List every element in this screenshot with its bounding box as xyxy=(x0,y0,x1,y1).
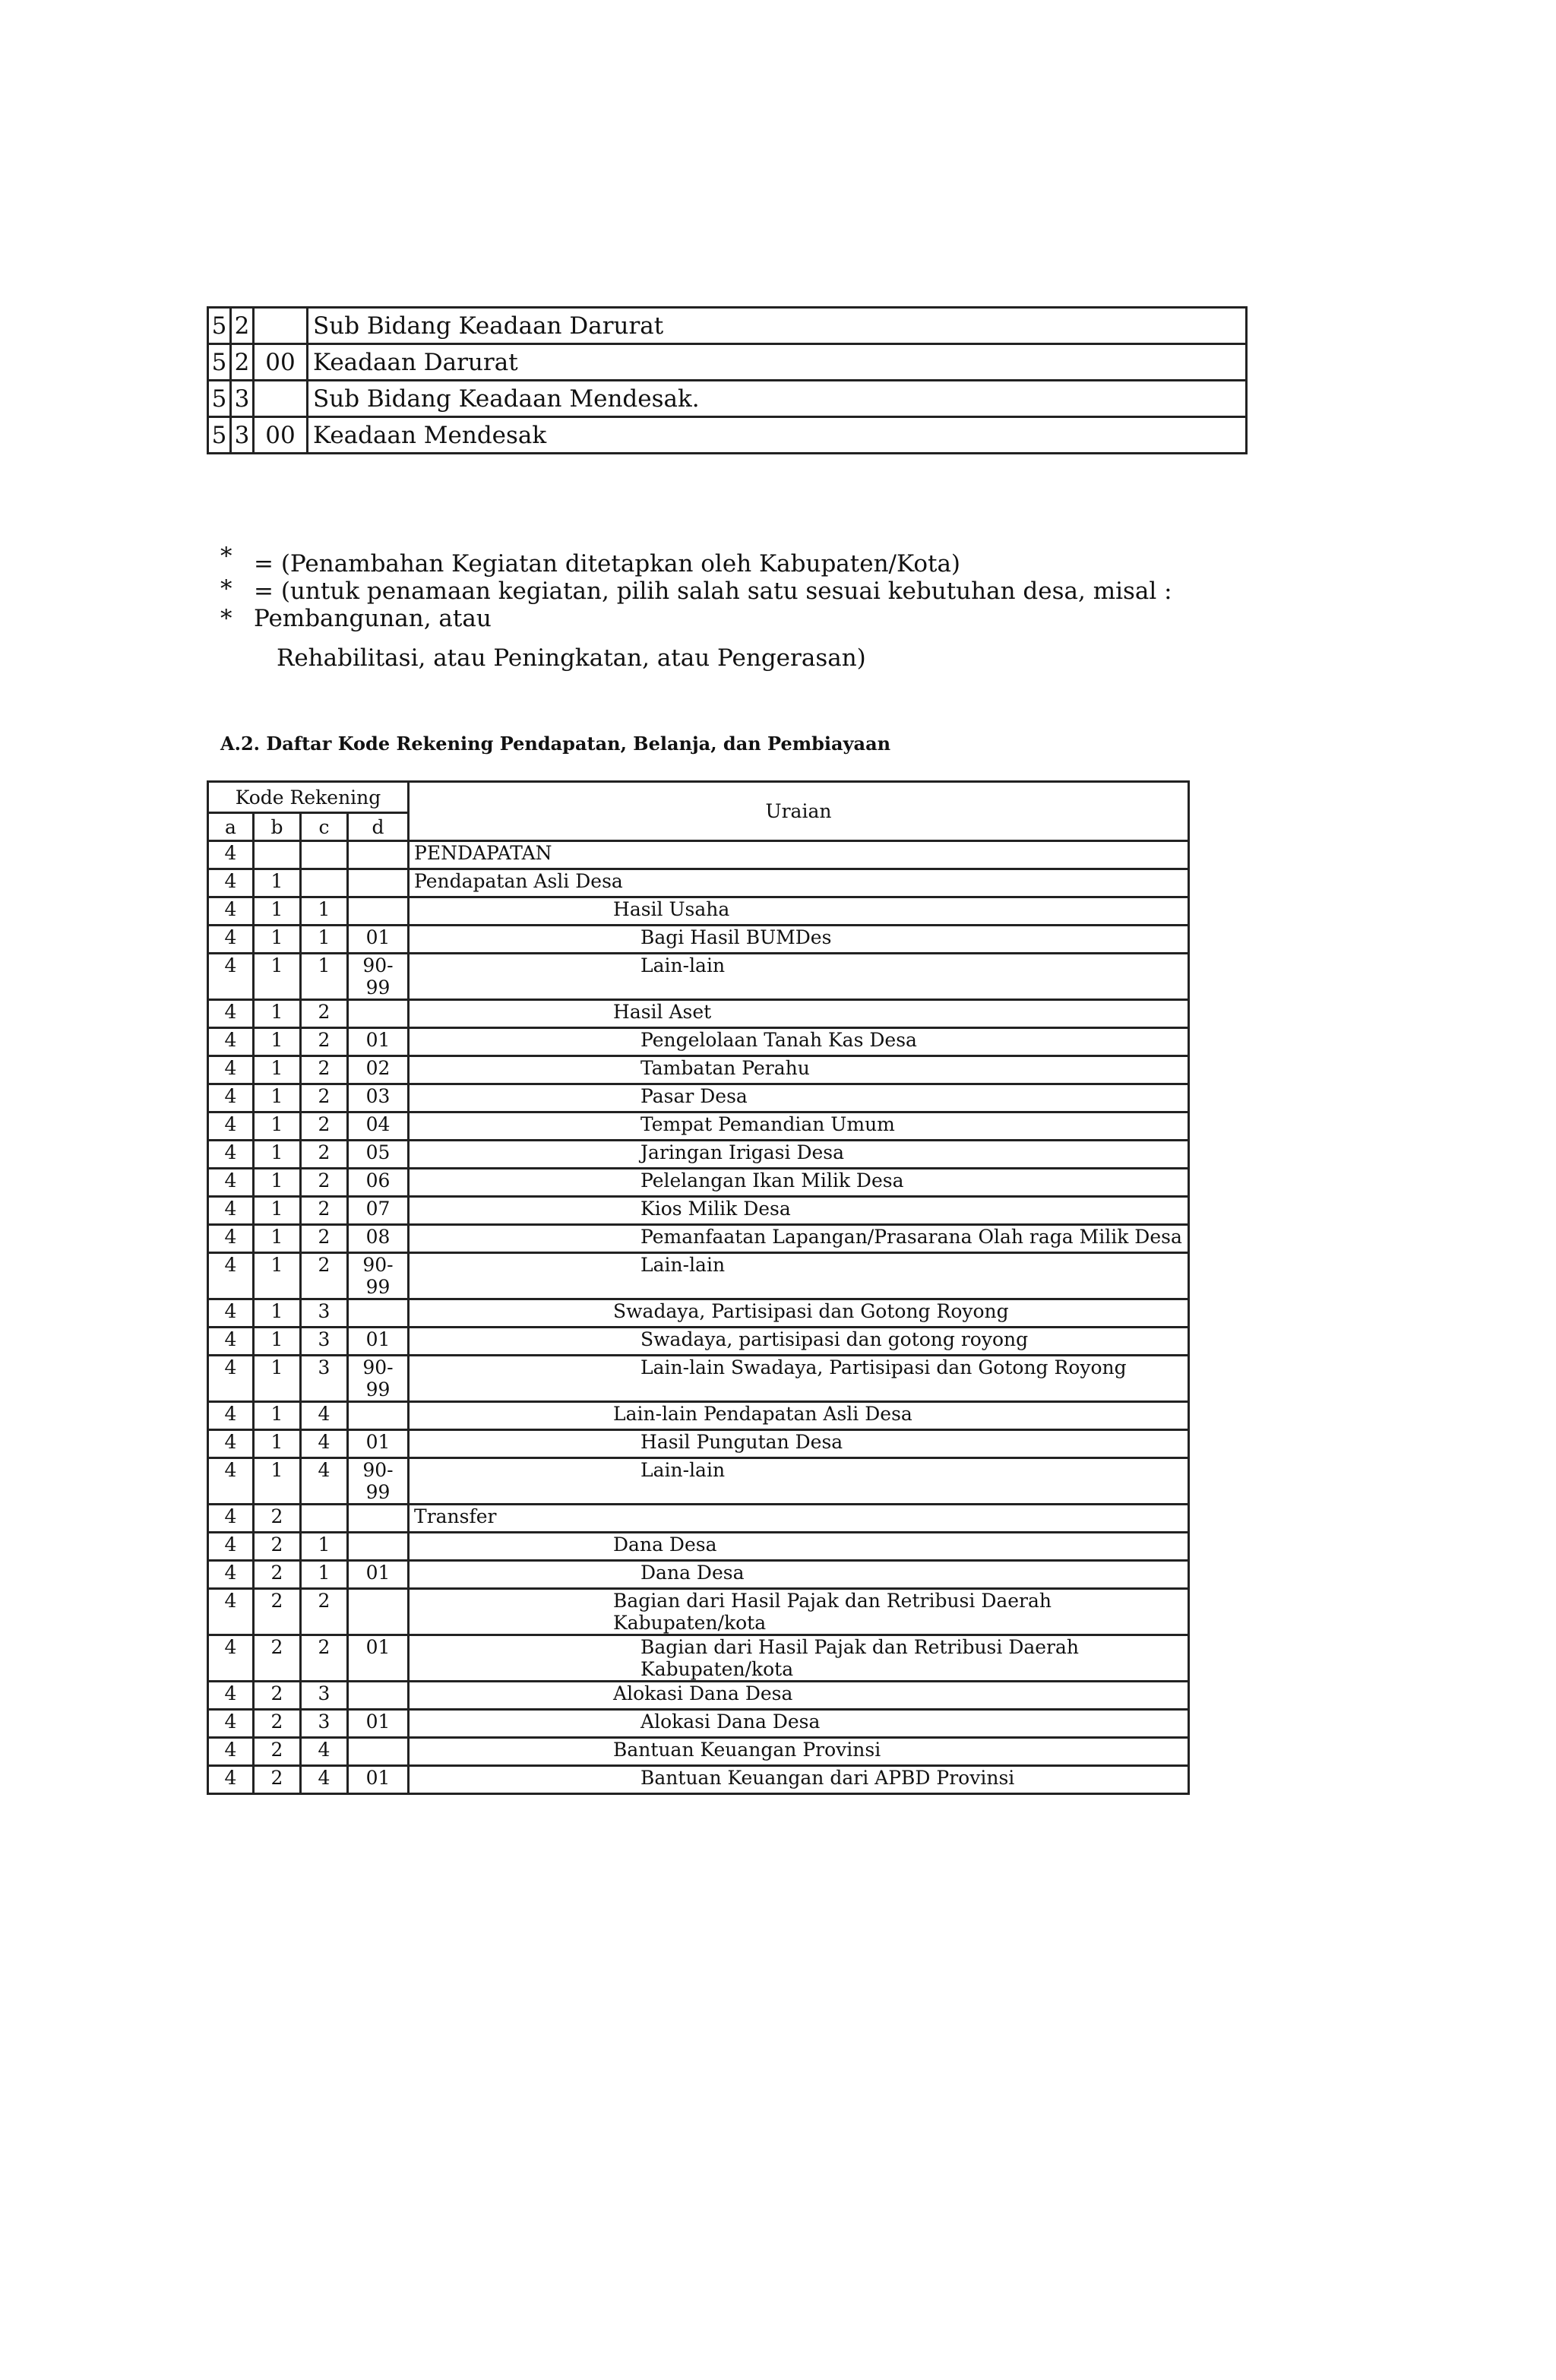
table-row xyxy=(208,381,1247,417)
code-d-cell: 90- 99 xyxy=(348,1253,409,1299)
code-b-cell: 1 xyxy=(254,1084,301,1112)
table-row xyxy=(208,1000,1189,1028)
code-d-cell xyxy=(348,897,409,926)
code-a-cell: 4 xyxy=(208,1225,254,1253)
table-row xyxy=(208,1084,1189,1112)
header-kode-rekening: Kode Rekening xyxy=(208,782,409,813)
header-col-d: d xyxy=(348,813,409,841)
table-row xyxy=(208,1169,1189,1197)
uraian-cell: Tambatan Perahu xyxy=(409,1056,1189,1084)
code-b-cell: 1 xyxy=(254,1112,301,1141)
uraian-cell: Jaringan Irigasi Desa xyxy=(409,1141,1189,1169)
code-b-cell: 1 xyxy=(254,1253,301,1299)
code-c-cell: 4 xyxy=(301,1738,348,1766)
note-line-4: Rehabilitasi, atau Peningkatan, atau Pengerasan) xyxy=(277,644,866,672)
table-row xyxy=(208,954,1189,1000)
code-b-cell: 1 xyxy=(254,1225,301,1253)
table-row xyxy=(208,1402,1189,1430)
code-d-cell: 01 xyxy=(348,926,409,954)
code-b-cell: 2 xyxy=(231,344,254,381)
code-c-cell: 2 xyxy=(301,1112,348,1141)
code-c-cell: 3 xyxy=(301,1356,348,1402)
uraian-cell: Hasil Usaha xyxy=(409,897,1189,926)
uraian-cell: Tempat Pemandian Umum xyxy=(409,1112,1189,1141)
code-c-cell: 2 xyxy=(301,1197,348,1225)
table-row xyxy=(208,1356,1189,1402)
table-row xyxy=(208,897,1189,926)
description-cell: Keadaan Mendesak xyxy=(308,417,1247,454)
uraian-cell: Pemanfaatan Lapangan/Prasarana Olah raga Milik Desa xyxy=(409,1225,1189,1253)
table-row xyxy=(208,1710,1189,1738)
code-a-cell: 4 xyxy=(208,1056,254,1084)
code-d-cell: 02 xyxy=(348,1056,409,1084)
code-a-cell: 4 xyxy=(208,1328,254,1356)
section-heading: A.2. Daftar Kode Rekening Pendapatan, Belanja, dan Pembiayaan xyxy=(220,733,891,755)
table-row xyxy=(208,1028,1189,1056)
table-row xyxy=(208,1458,1189,1505)
code-d-cell xyxy=(348,1738,409,1766)
code-d-cell xyxy=(348,1682,409,1710)
code-c-cell: 2 xyxy=(301,1253,348,1299)
code-a-cell: 4 xyxy=(208,841,254,869)
code-b-cell: 2 xyxy=(254,1533,301,1561)
code-c-cell xyxy=(301,841,348,869)
code-b-cell: 2 xyxy=(231,308,254,344)
code-a-cell: 4 xyxy=(208,1141,254,1169)
table-row xyxy=(208,1505,1189,1533)
code-b-cell xyxy=(254,841,301,869)
code-c-cell xyxy=(301,869,348,897)
code-b-cell: 2 xyxy=(254,1738,301,1766)
code-a-cell: 5 xyxy=(208,344,231,381)
code-a-cell: 4 xyxy=(208,1112,254,1141)
code-d-cell xyxy=(348,1299,409,1328)
code-a-cell: 4 xyxy=(208,1589,254,1635)
code-a-cell: 5 xyxy=(208,308,231,344)
code-d-cell: 04 xyxy=(348,1112,409,1141)
code-a-cell: 4 xyxy=(208,1533,254,1561)
code-c-cell: 4 xyxy=(301,1402,348,1430)
code-c-cell xyxy=(301,1505,348,1533)
note-line-1: = (Penambahan Kegiatan ditetapkan oleh Kabupaten/Kota) xyxy=(254,550,961,578)
code-a-cell: 4 xyxy=(208,1430,254,1458)
code-b-cell: 1 xyxy=(254,1356,301,1402)
code-c-cell: 3 xyxy=(301,1682,348,1710)
code-d-cell xyxy=(348,1533,409,1561)
uraian-cell: Swadaya, partisipasi dan gotong royong xyxy=(409,1328,1189,1356)
header-col-b: b xyxy=(254,813,301,841)
uraian-cell: Alokasi Dana Desa xyxy=(409,1682,1189,1710)
table-row xyxy=(208,1328,1189,1356)
uraian-cell: Lain-lain xyxy=(409,954,1189,1000)
uraian-cell: Bagian dari Hasil Pajak dan Retribusi Daerah Kabupaten/kota xyxy=(409,1589,1189,1635)
code-c-cell xyxy=(254,308,308,344)
kode-rekening-table xyxy=(207,780,1190,1795)
table-row xyxy=(208,869,1189,897)
code-a-cell: 4 xyxy=(208,1458,254,1505)
code-b-cell: 1 xyxy=(254,1430,301,1458)
code-d-cell xyxy=(348,869,409,897)
code-b-cell: 1 xyxy=(254,1458,301,1505)
description-cell: Sub Bidang Keadaan Darurat xyxy=(308,308,1247,344)
note-star-1: * xyxy=(220,543,232,570)
code-c-cell: 1 xyxy=(301,926,348,954)
code-d-cell xyxy=(348,1505,409,1533)
code-d-cell: 07 xyxy=(348,1197,409,1225)
code-a-cell: 4 xyxy=(208,1000,254,1028)
code-a-cell: 5 xyxy=(208,417,231,454)
code-a-cell: 4 xyxy=(208,1561,254,1589)
code-d-cell: 03 xyxy=(348,1084,409,1112)
code-a-cell: 4 xyxy=(208,954,254,1000)
table-row xyxy=(208,1056,1189,1084)
code-a-cell: 4 xyxy=(208,926,254,954)
note-star-3: * xyxy=(220,605,232,632)
code-a-cell: 4 xyxy=(208,1197,254,1225)
uraian-cell: Lain-lain xyxy=(409,1253,1189,1299)
table-row xyxy=(208,1635,1189,1682)
code-a-cell: 4 xyxy=(208,1028,254,1056)
uraian-cell: PENDAPATAN xyxy=(409,841,1189,869)
code-c-cell: 3 xyxy=(301,1328,348,1356)
code-c-cell: 1 xyxy=(301,1561,348,1589)
uraian-cell: Pendapatan Asli Desa xyxy=(409,869,1189,897)
header-col-c: c xyxy=(301,813,348,841)
code-b-cell: 2 xyxy=(254,1505,301,1533)
uraian-cell: Alokasi Dana Desa xyxy=(409,1710,1189,1738)
code-b-cell: 2 xyxy=(254,1766,301,1794)
code-d-cell xyxy=(348,1000,409,1028)
code-b-cell: 3 xyxy=(231,381,254,417)
uraian-cell: Hasil Aset xyxy=(409,1000,1189,1028)
header-col-a: a xyxy=(208,813,254,841)
code-c-cell: 1 xyxy=(301,954,348,1000)
uraian-cell: Pasar Desa xyxy=(409,1084,1189,1112)
uraian-cell: Bagi Hasil BUMDes xyxy=(409,926,1189,954)
code-c-cell: 2 xyxy=(301,1225,348,1253)
table-row xyxy=(208,1589,1189,1635)
code-b-cell: 1 xyxy=(254,1141,301,1169)
code-b-cell: 2 xyxy=(254,1635,301,1682)
code-c-cell xyxy=(254,381,308,417)
code-b-cell: 1 xyxy=(254,1197,301,1225)
code-c-cell: 4 xyxy=(301,1430,348,1458)
uraian-cell: Pengelolaan Tanah Kas Desa xyxy=(409,1028,1189,1056)
code-b-cell: 1 xyxy=(254,1028,301,1056)
code-d-cell: 01 xyxy=(348,1635,409,1682)
code-d-cell: 08 xyxy=(348,1225,409,1253)
note-line-3: Pembangunan, atau xyxy=(254,605,492,632)
code-b-cell: 2 xyxy=(254,1589,301,1635)
uraian-cell: Bantuan Keuangan Provinsi xyxy=(409,1738,1189,1766)
table-row xyxy=(208,1766,1189,1794)
uraian-cell: Kios Milik Desa xyxy=(409,1197,1189,1225)
uraian-cell: Swadaya, Partisipasi dan Gotong Royong xyxy=(409,1299,1189,1328)
code-c-cell: 2 xyxy=(301,1635,348,1682)
code-d-cell: 05 xyxy=(348,1141,409,1169)
code-c-cell: 3 xyxy=(301,1299,348,1328)
code-b-cell: 1 xyxy=(254,954,301,1000)
table-row xyxy=(208,1141,1189,1169)
code-c-cell: 2 xyxy=(301,1028,348,1056)
code-b-cell: 1 xyxy=(254,1000,301,1028)
code-a-cell: 4 xyxy=(208,1766,254,1794)
kode-rekening-table-header xyxy=(208,782,1189,841)
table-row xyxy=(208,1253,1189,1299)
code-b-cell: 1 xyxy=(254,1056,301,1084)
code-a-cell: 4 xyxy=(208,1682,254,1710)
code-b-cell: 2 xyxy=(254,1682,301,1710)
code-c-cell: 00 xyxy=(254,344,308,381)
code-b-cell: 1 xyxy=(254,926,301,954)
table-row xyxy=(208,308,1247,344)
code-c-cell: 2 xyxy=(301,1169,348,1197)
code-d-cell xyxy=(348,1589,409,1635)
uraian-cell: Transfer xyxy=(409,1505,1189,1533)
uraian-cell: Bagian dari Hasil Pajak dan Retribusi Daerah Kabupaten/kota xyxy=(409,1635,1189,1682)
code-a-cell: 4 xyxy=(208,1253,254,1299)
code-c-cell: 2 xyxy=(301,1000,348,1028)
code-b-cell: 1 xyxy=(254,1402,301,1430)
code-b-cell: 3 xyxy=(231,417,254,454)
code-a-cell: 4 xyxy=(208,1635,254,1682)
code-c-cell: 4 xyxy=(301,1766,348,1794)
code-a-cell: 5 xyxy=(208,381,231,417)
note-line-2: = (untuk penamaan kegiatan, pilih salah satu sesuai kebutuhan desa, misal : xyxy=(254,578,1172,605)
code-b-cell: 1 xyxy=(254,1328,301,1356)
code-b-cell: 2 xyxy=(254,1710,301,1738)
code-a-cell: 4 xyxy=(208,1299,254,1328)
code-b-cell: 1 xyxy=(254,1169,301,1197)
uraian-cell: Pelelangan Ikan Milik Desa xyxy=(409,1169,1189,1197)
code-a-cell: 4 xyxy=(208,1738,254,1766)
code-d-cell: 01 xyxy=(348,1028,409,1056)
code-b-cell: 2 xyxy=(254,1561,301,1589)
sub-bidang-table-body xyxy=(208,308,1247,454)
uraian-cell: Lain-lain xyxy=(409,1458,1189,1505)
code-d-cell xyxy=(348,1402,409,1430)
description-cell: Keadaan Darurat xyxy=(308,344,1247,381)
table-row xyxy=(208,1299,1189,1328)
code-d-cell: 90- 99 xyxy=(348,1458,409,1505)
code-b-cell: 1 xyxy=(254,1299,301,1328)
code-c-cell: 3 xyxy=(301,1710,348,1738)
code-a-cell: 4 xyxy=(208,869,254,897)
code-d-cell: 06 xyxy=(348,1169,409,1197)
code-c-cell: 1 xyxy=(301,897,348,926)
uraian-cell: Lain-lain Swadaya, Partisipasi dan Gotong Royong xyxy=(409,1356,1189,1402)
uraian-cell: Hasil Pungutan Desa xyxy=(409,1430,1189,1458)
uraian-cell: Dana Desa xyxy=(409,1561,1189,1589)
code-b-cell: 1 xyxy=(254,897,301,926)
code-c-cell: 2 xyxy=(301,1084,348,1112)
code-a-cell: 4 xyxy=(208,1356,254,1402)
code-d-cell xyxy=(348,841,409,869)
code-d-cell: 01 xyxy=(348,1766,409,1794)
table-row xyxy=(208,841,1189,869)
code-b-cell: 1 xyxy=(254,869,301,897)
table-row xyxy=(208,1112,1189,1141)
uraian-cell: Lain-lain Pendapatan Asli Desa xyxy=(409,1402,1189,1430)
table-row xyxy=(208,1197,1189,1225)
table-row xyxy=(208,1738,1189,1766)
table-row xyxy=(208,1561,1189,1589)
code-d-cell: 01 xyxy=(348,1710,409,1738)
code-c-cell: 2 xyxy=(301,1056,348,1084)
uraian-cell: Dana Desa xyxy=(409,1533,1189,1561)
code-c-cell: 00 xyxy=(254,417,308,454)
code-d-cell: 90- 99 xyxy=(348,1356,409,1402)
code-a-cell: 4 xyxy=(208,897,254,926)
table-row xyxy=(208,1430,1189,1458)
table-row xyxy=(208,344,1247,381)
code-a-cell: 4 xyxy=(208,1710,254,1738)
table-row xyxy=(208,926,1189,954)
table-row xyxy=(208,1682,1189,1710)
code-a-cell: 4 xyxy=(208,1084,254,1112)
code-a-cell: 4 xyxy=(208,1505,254,1533)
code-c-cell: 1 xyxy=(301,1533,348,1561)
code-a-cell: 4 xyxy=(208,1169,254,1197)
code-d-cell: 01 xyxy=(348,1430,409,1458)
code-c-cell: 4 xyxy=(301,1458,348,1505)
code-d-cell: 01 xyxy=(348,1561,409,1589)
table-row xyxy=(208,417,1247,454)
kode-rekening-table-body xyxy=(208,841,1189,1794)
table-row xyxy=(208,1533,1189,1561)
header-uraian: Uraian xyxy=(409,782,1189,841)
uraian-cell: Bantuan Keuangan dari APBD Provinsi xyxy=(409,1766,1189,1794)
note-star-2: * xyxy=(220,575,232,603)
sub-bidang-table xyxy=(207,306,1248,454)
code-c-cell: 2 xyxy=(301,1141,348,1169)
code-a-cell: 4 xyxy=(208,1402,254,1430)
description-cell: Sub Bidang Keadaan Mendesak. xyxy=(308,381,1247,417)
code-c-cell: 2 xyxy=(301,1589,348,1635)
code-d-cell: 01 xyxy=(348,1328,409,1356)
code-d-cell: 90- 99 xyxy=(348,954,409,1000)
table-row xyxy=(208,1225,1189,1253)
